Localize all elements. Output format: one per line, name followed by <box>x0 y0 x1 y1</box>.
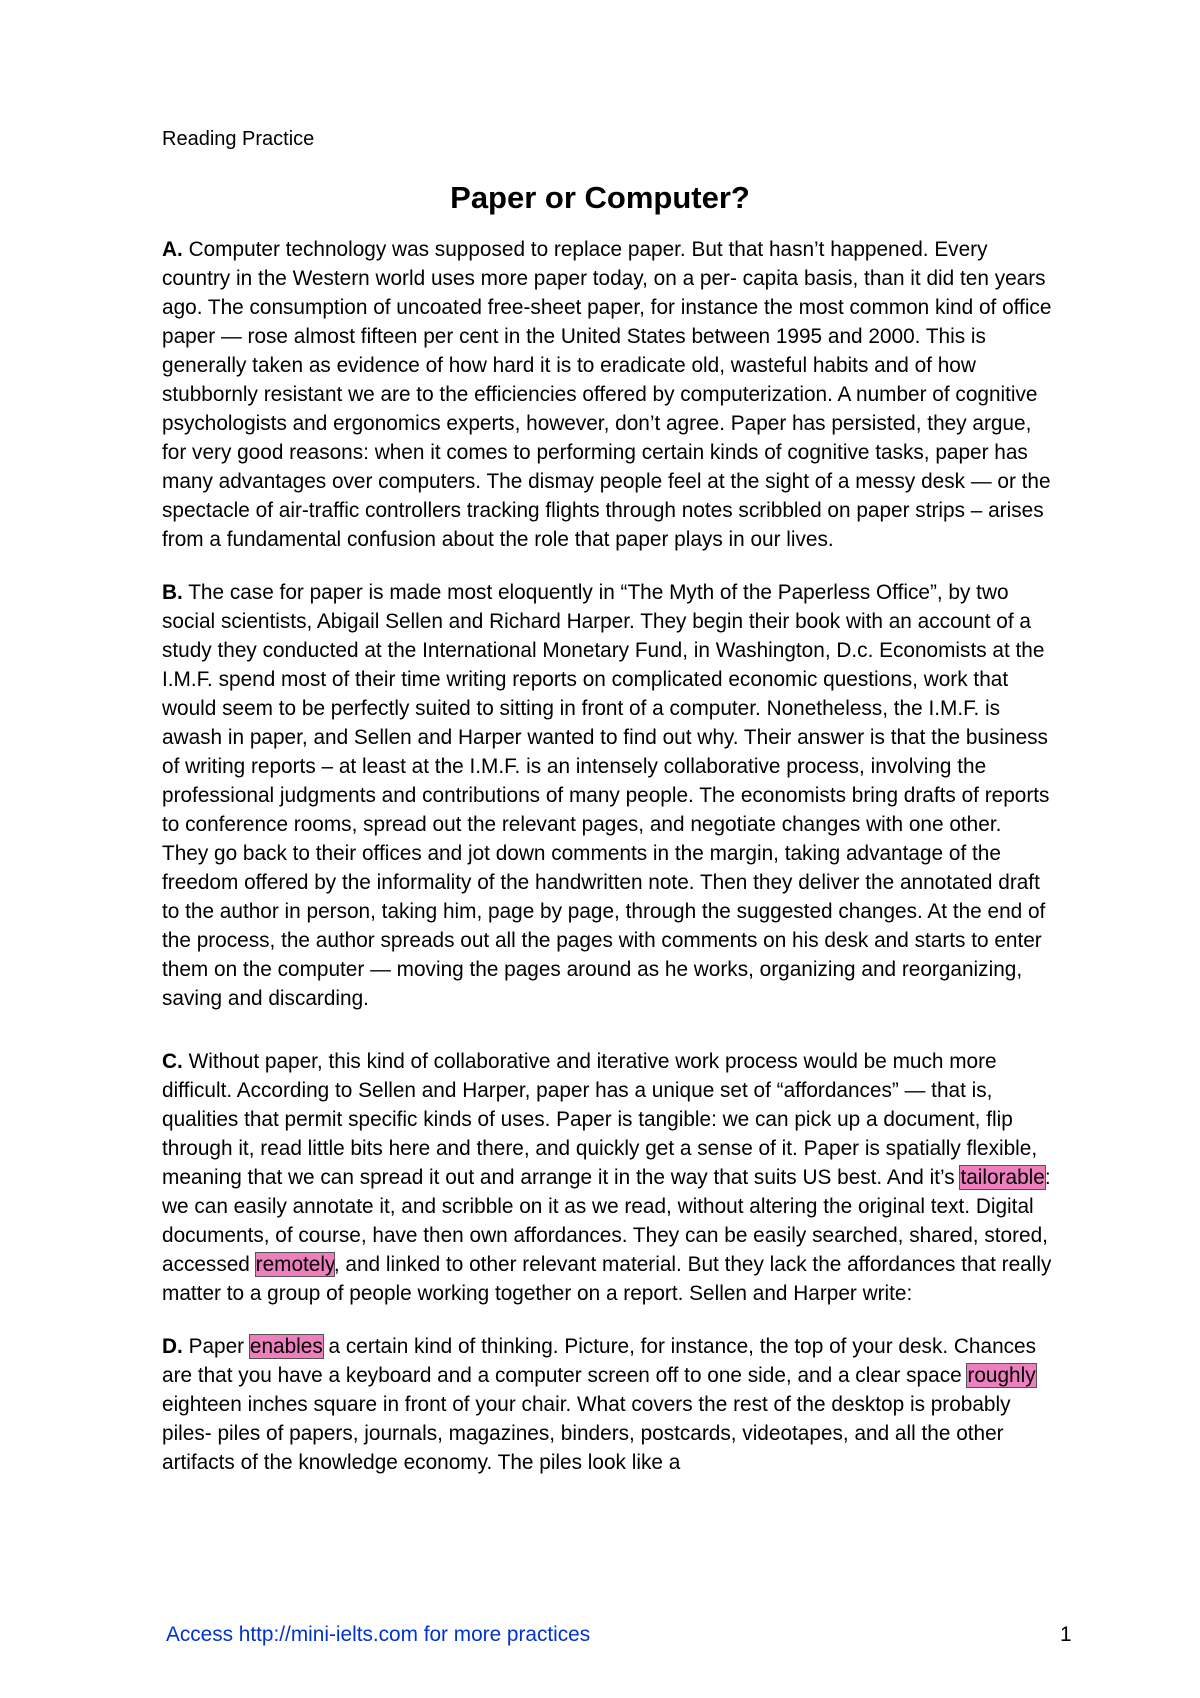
paragraph-c <box>162 1047 1052 1308</box>
paragraph-d <box>162 1332 1052 1477</box>
paragraph-text: Paper <box>182 1335 250 1358</box>
page-number: 1 <box>1060 1623 1072 1646</box>
paragraph-a <box>162 235 1052 554</box>
paragraph-letter: C. <box>162 1050 183 1073</box>
paragraph-text: The case for paper is made most eloquently in “The Myth of the Paperless Office”, by two social scientists, Abigail Sellen and Richard Harper. They begin their book with an account of a study they conducted at the International Monetary Fund, in Washington, D.c. Economists at the I.M.F. spend most of their time writing reports on complicated economic questions, work that would seem to be perfectly suited to sitting in front of a computer. Nonetheless, the I.M.F. is awash in paper, and Sellen and Harper wanted to find out why. Their answer is that the business of writing reports – at least at the I.M.F. is an intensely collaborative process, involving the professional judgments and contributions of many people. The economists bring drafts of reports to conference rooms, spread out the relevant pages, and negotiate changes with one other. They go back to their offices and jot down comments in the margin, taking advantage of the freedom offered by the informality of the handwritten note. Then they deliver the annotated draft to the author in person, taking him, page by page, through the suggested changes. At the end of the process, the author spreads out all the pages with comments on his desk and starts to enter them on the computer — moving the pages around as he works, organizing and reorganizing, saving and discarding. <box>162 581 1050 1010</box>
highlighted-word: enables <box>249 1335 323 1358</box>
highlighted-word: remotely <box>255 1253 334 1276</box>
paragraph-text: Computer technology was supposed to replace paper. But that hasn’t happened. Every country in the Western world uses more paper today, on a per- capita basis, than it did ten years ago. The consumption of uncoated free-sheet paper, for instance the most common kind of office paper — rose almost fifteen per cent in the United States between 1995 and 2000. This is generally taken as evidence of how hard it is to eradicate old, wasteful habits and of how stubbornly resistant we are to the efficiencies offered by computerization. A number of cognitive psychologists and ergonomics experts, however, don’t agree. Paper has persisted, they argue, for very good reasons: when it comes to performing certain kinds of cognitive tasks, paper has many advantages over computers. The dismay people feel at the sight of a messy desk — or the spectacle of air-traffic controllers tracking flights through notes scribbled on paper strips – arises from a fundamental confusion about the role that paper plays in our lives. <box>162 238 1052 551</box>
paragraph-b <box>162 578 1052 1013</box>
paragraph-letter: B. <box>162 581 183 604</box>
article-body <box>162 235 1052 1501</box>
paragraph-text: eighteen inches square in front of your chair. What covers the rest of the desktop is probably piles- piles of papers, journals, magazines, binders, postcards, videotapes, and all the other artifacts of the knowledge economy. The piles look like a <box>162 1393 1011 1474</box>
highlighted-word: roughly <box>967 1364 1036 1387</box>
paragraph-text: : we can easily annotate it, and scribble on it as we read, without altering the original text. Digital documents, of course, have then own affordances. They can be easily searched, shared, stored, accessed <box>162 1166 1051 1276</box>
paragraph-text: , and linked to other relevant material. But they lack the affordances that really matter to a group of people working together on a report. Sellen and Harper write: <box>162 1253 1052 1305</box>
page-title: Paper or Computer? <box>450 180 750 215</box>
paragraph-text: a certain kind of thinking. Picture, for instance, the top of your desk. Chances are that you have a keyboard and a computer screen off to one side, and a clear space <box>162 1335 1036 1387</box>
page-header: Reading Practice <box>162 128 315 150</box>
highlighted-word: tailorable <box>960 1166 1045 1189</box>
paragraph-text: Without paper, this kind of collaborative and iterative work process would be much more difficult. According to Sellen and Harper, paper has a unique set of “affordances” — that is, qualities that permit specific kinds of uses. Paper is tangible: we can pick up a document, flip through it, read little bits here and there, and quickly get a sense of it. Paper is spatially flexible, meaning that we can spread it out and arrange it in the way that suits US best. And it’s <box>162 1050 1038 1189</box>
paragraph-letter: A. <box>162 238 183 261</box>
paragraph-letter: D. <box>162 1335 183 1358</box>
footer-link[interactable]: Access http://mini-ielts.com for more practices <box>166 1623 591 1646</box>
